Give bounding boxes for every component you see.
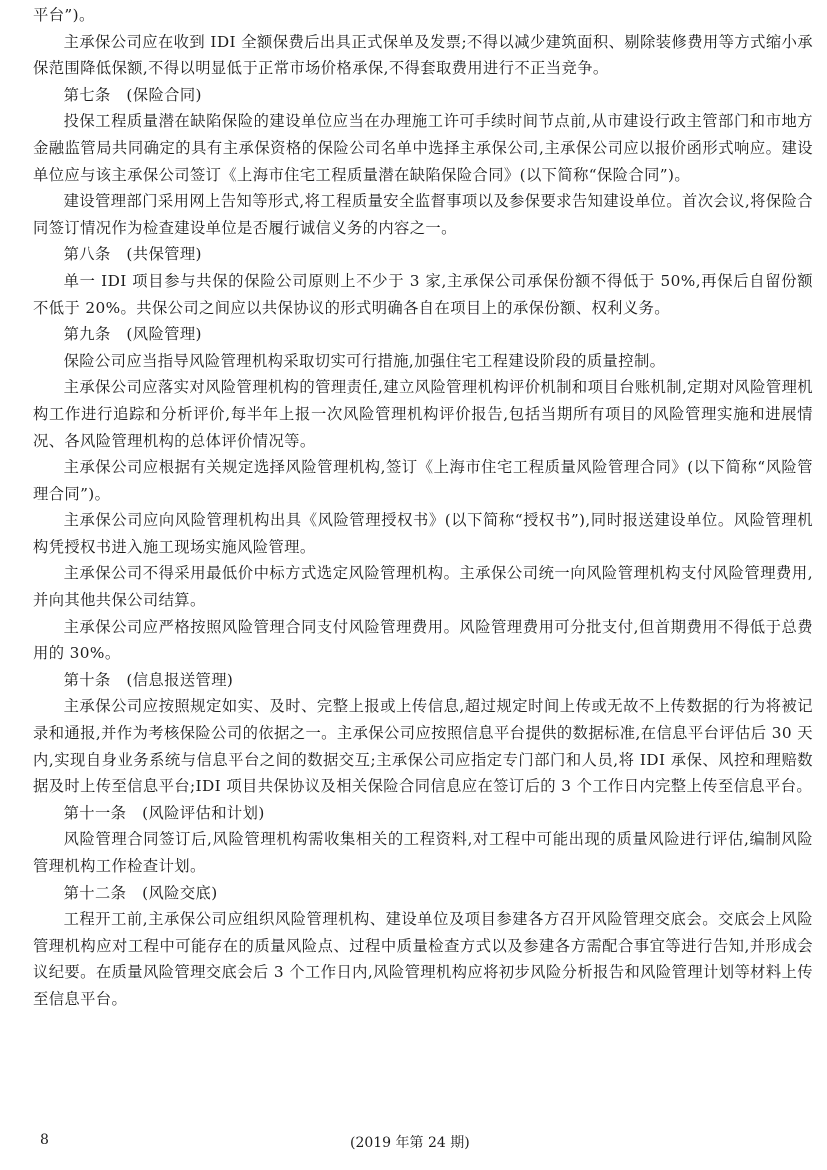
paragraph-information-reporting: 主承保公司应按照规定如实、及时、完整上报或上传信息,超过规定时间上传或无故不上传数据的行为将被记录和通报,并作为考核保险公司的依据之一。主承保公司应按照信息平台提供的数据标准,在信息平台评估后 30 天内,实现自身业务系统与信息平台之间的数据交互;主承保公司应指定专门部门和人员,将 IDI 承保、风控和理赔数据及时上传至信息平台;IDI 项目共保协议及相关保险合同信息应在签订后的 3 个工作日内完整上传至信息平台。 bbox=[33, 697, 813, 796]
paragraph-issue-policy: 主承保公司应在收到 IDI 全额保费后出具正式保单及发票;不得以减少建筑面积、剔除装修费用等方式缩小承保范围降低保额,不得以明显低于正常市场价格承保,不得套取费用进行不正当竞争。 bbox=[33, 32, 813, 78]
paragraph-risk-contract: 主承保公司应根据有关规定选择风险管理机构,签订《上海市住宅工程质量风险管理合同》(以下简称“风险管理合同”)。 bbox=[33, 458, 813, 503]
paragraph-coinsurance: 单一 IDI 项目参与共保的保险公司原则上不少于 3 家,主承保公司承保份额不得低于 50%,再保后自留份额不低于 20%。共保公司之间应以共保协议的形式明确各自在项目上的承保份额、权利义务。 bbox=[33, 271, 813, 317]
article-7-heading: 第七条 (保险合同) bbox=[63, 85, 202, 104]
paragraph-continuation: 平台”)。 bbox=[33, 6, 95, 24]
paragraph-online-notice: 建设管理部门采用网上告知等形式,将工程质量安全监督事项以及参保要求告知建设单位。首次会议,将保险合同签订情况作为检查建设单位是否履行诚信义务的内容之一。 bbox=[33, 192, 813, 237]
paragraph-risk-responsibility: 主承保公司应落实对风险管理机构的管理责任,建立风险管理机构评价机制和项目台账机制,定期对风险管理机构工作进行追踪和分析评价,每半年上报一次风险管理机构评价报告,包括当期所有项目的风险管理实施和进展情况、各风险管理机构的总体评价情况等。 bbox=[33, 378, 813, 450]
page-footer bbox=[0, 1132, 827, 1156]
paragraph-risk-briefing: 工程开工前,主承保公司应组织风险管理机构、建设单位及项目参建各方召开风险管理交底会。交底会上风险管理机构应对工程中可能存在的质量风险点、过程中质量检查方式以及参建各方需配合事宜等进行告知,并形成会议纪要。在质量风险管理交底会后 3 个工作日内,风险管理机构应将初步风险分析报告和风险管理计划等材料上传至信息平台。 bbox=[33, 910, 813, 1008]
paragraph-authorization: 主承保公司应向风险管理机构出具《风险管理授权书》(以下简称“授权书”),同时报送建设单位。风险管理机构凭授权书进入施工现场实施风险管理。 bbox=[33, 511, 813, 556]
paragraph-no-lowest-bid: 主承保公司不得采用最低价中标方式选定风险管理机构。主承保公司统一向风险管理机构支付风险管理费用,并向其他共保公司结算。 bbox=[33, 564, 813, 610]
paragraph-insurance-contract: 投保工程质量潜在缺陷保险的建设单位应当在办理施工许可手续时间节点前,从市建设行政主管部门和市地方金融监管局共同确定的具有主承保资格的保险公司名单中选择主承保公司,主承保公司应以报价函形式响应。建设单位应与该主承保公司签订《上海市住宅工程质量潜在缺陷保险合同》(以下简称“保险合同”)。 bbox=[33, 112, 813, 184]
issue-label: (2019 年第 24 期) bbox=[350, 1135, 470, 1151]
article-10-heading: 第十条 (信息报送管理) bbox=[63, 670, 234, 689]
article-11-heading: 第十一条 (风险评估和计划) bbox=[63, 803, 265, 822]
paragraph-risk-assessment: 风险管理合同签订后,风险管理机构需收集相关的工程资料,对工程中可能出现的质量风险进行评估,编制风险管理机构工作检查计划。 bbox=[33, 830, 813, 875]
paragraph-fee-payment: 主承保公司应严格按照风险管理合同支付风险管理费用。风险管理费用可分批支付,但首期费用不得低于总费用的 30%。 bbox=[33, 617, 813, 663]
page-number: 8 bbox=[40, 1132, 49, 1148]
article-12-heading: 第十二条 (风险交底) bbox=[63, 883, 218, 902]
article-8-heading: 第八条 (共保管理) bbox=[63, 245, 202, 264]
article-9-heading: 第九条 (风险管理) bbox=[63, 325, 202, 344]
paragraph-risk-guidance: 保险公司应当指导风险管理机构采取切实可行措施,加强住宅工程建设阶段的质量控制。 bbox=[63, 351, 666, 370]
